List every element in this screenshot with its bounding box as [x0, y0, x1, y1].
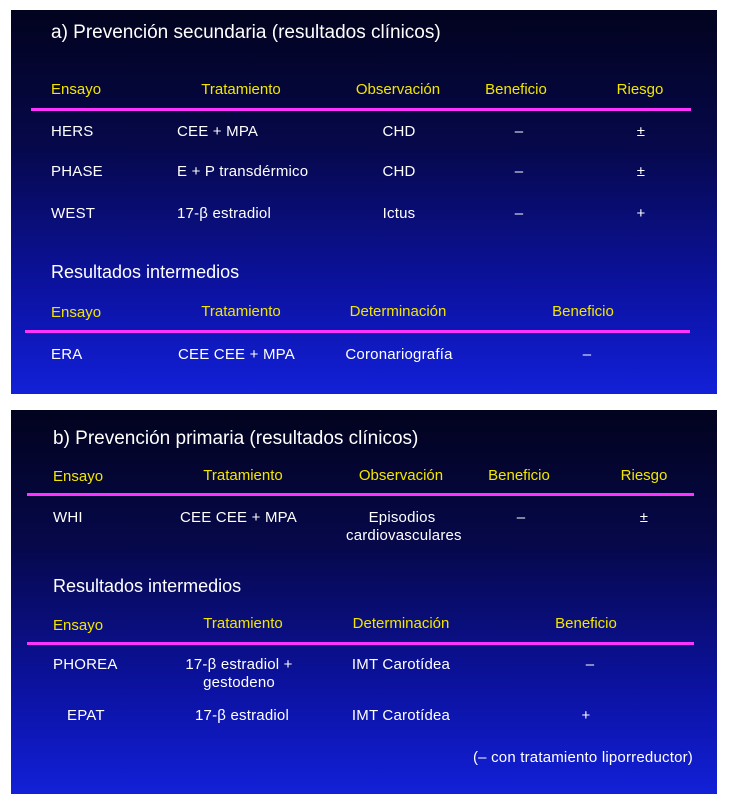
panel-b-heading: b) Prevención primaria (resultados clínicos) [53, 428, 419, 449]
cell-ensayo: WHI [53, 509, 83, 526]
cell-ensayo: HERS [51, 123, 94, 140]
panel-a-heading: a) Prevención secundaria (resultados clínicos) [51, 22, 441, 43]
cell-ensayo: PHASE [51, 163, 103, 180]
panel-a-int-rule [25, 330, 690, 333]
panel-a-header-ensayo: Ensayo [51, 81, 102, 98]
panel-primary-prevention [11, 410, 717, 794]
cell-tratamiento: CEE CEE + MPA [178, 346, 295, 363]
cell-beneficio: – [514, 163, 524, 180]
cell-riesgo: ± [639, 509, 649, 526]
cell-beneficio: – [516, 509, 526, 526]
cell-observacion: CHD [382, 163, 416, 180]
panel-b-header-riesgo: Riesgo [620, 467, 668, 484]
footnote: (– con tratamiento liporreductor) [472, 749, 693, 766]
cell-beneficio: – [514, 123, 524, 140]
panel-a-int-header-tratamiento: Tratamiento [201, 303, 281, 320]
panel-secondary-prevention [11, 10, 717, 394]
panel-b-header-beneficio: Beneficio [488, 467, 550, 484]
cell-beneficio: – [514, 205, 524, 222]
cell-determinacion: IMT Carotídea [351, 656, 451, 673]
cell-determinacion: Coronariografía [345, 346, 453, 363]
panel-b-header-ensayo: Ensayo [53, 468, 104, 485]
cell-observacion: CHD [382, 123, 416, 140]
cell-beneficio: + [581, 707, 591, 724]
cell-beneficio: – [585, 656, 595, 673]
cell-determinacion: IMT Carotídea [351, 707, 451, 724]
panel-b-intermediate-heading: Resultados intermedios [53, 576, 242, 596]
cell-beneficio: – [582, 346, 592, 363]
cell-riesgo: + [636, 205, 646, 222]
cell-ensayo: WEST [51, 205, 96, 222]
panel-a-header-riesgo: Riesgo [616, 81, 664, 98]
cell-observacion: Ictus [382, 205, 416, 222]
panel-b-int-rule [27, 642, 694, 645]
cell-tratamiento: E + P transdérmico [177, 163, 309, 180]
panel-a-int-header-beneficio: Beneficio [552, 303, 614, 320]
cell-tratamiento: 17-β estradiol [177, 205, 271, 222]
panel-b-int-header-beneficio: Beneficio [555, 615, 617, 632]
cell-ensayo: EPAT [67, 707, 105, 724]
panel-a-intermediate-heading: Resultados intermedios [51, 262, 240, 282]
panel-b-header-rule [27, 493, 694, 496]
cell-tratamiento: CEE + MPA [177, 123, 259, 140]
panel-b-int-header-tratamiento: Tratamiento [203, 615, 283, 632]
panel-a-int-header-ensayo: Ensayo [51, 304, 102, 321]
cell-observacion: Episodios cardiovasculares [346, 509, 462, 544]
panel-a-header-rule [31, 108, 691, 111]
panel-b-int-header-ensayo: Ensayo [53, 617, 104, 634]
cell-ensayo: PHOREA [53, 656, 118, 673]
panel-b-header-observacion: Observación [358, 467, 444, 484]
cell-riesgo: ± [636, 123, 646, 140]
panel-a-header-observacion: Observación [355, 81, 441, 98]
cell-tratamiento: 17-β estradiol + gestodeno [185, 656, 293, 691]
cell-riesgo: ± [636, 163, 646, 180]
panel-b-header-tratamiento: Tratamiento [203, 467, 283, 484]
panel-a-header-tratamiento: Tratamiento [201, 81, 281, 98]
panel-a-header-beneficio: Beneficio [485, 81, 547, 98]
panel-a-int-header-determinacion: Determinación [349, 303, 447, 320]
cell-tratamiento: 17-β estradiol [195, 707, 289, 724]
cell-ensayo: ERA [51, 346, 83, 363]
panel-b-int-header-determinacion: Determinación [352, 615, 450, 632]
cell-tratamiento: CEE CEE + MPA [180, 509, 297, 526]
